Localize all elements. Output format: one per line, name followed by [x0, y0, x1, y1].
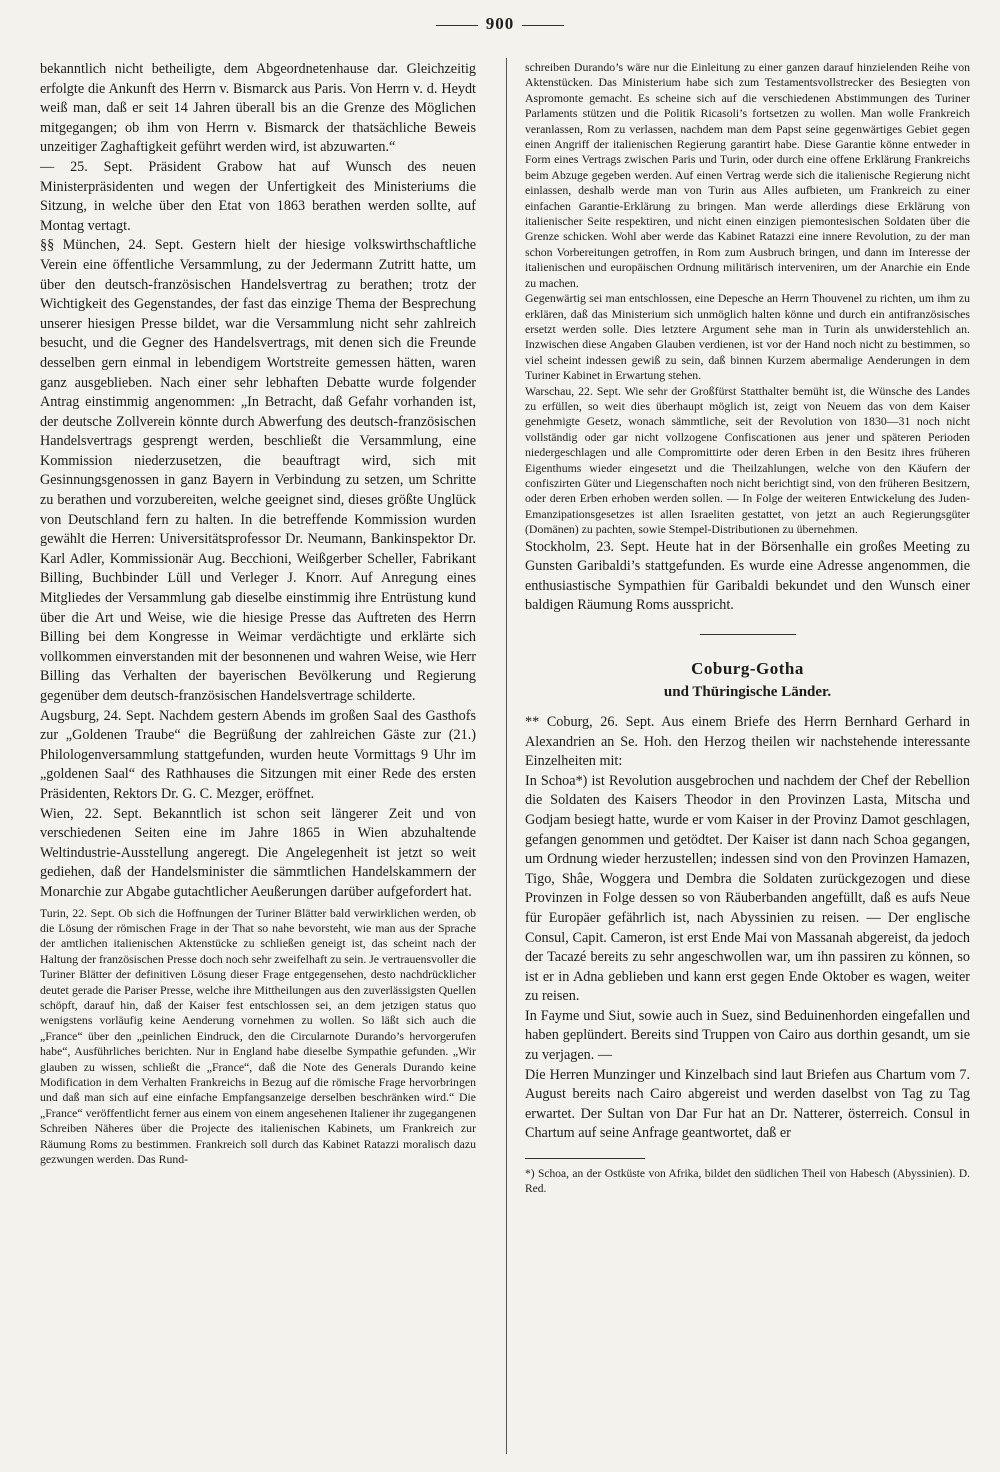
footnote-divider: [525, 1158, 645, 1159]
article-munich: §§ München, 24. Sept. Gestern hielt der hiesige volkswirthschaftliche Verein eine öffentliche Versammlung, zu der Jedermann Zutritt hatte, um über den deutsch-französischen Handelsvertrag zu berathen; trotz der Wichtigkeit des Gegenstandes, der fast das einzige Thema der Besprechung unserer hiesigen Presse bildet, war die Versammlung nicht sehr zahlreich besucht, und die Gegner des Handelsvertrags, mit denen sich die Freunde desselben gern einmal in lebendigem Wortstreite gemessen hätten, waren ganz ausgeblieben. Nach einer sehr lebhaften Debatte wurde folgender Antrag einstimmig angenommen: „In Betracht, daß Gefahr vorhanden ist, der deutsche Zollverein könnte durch Abwerfung des deutsch-französischen Handelsvertrags gesprengt werden, beschließt die Versammlung, eine Kommission niederzusetzen, die beauftragt wird, sich mit Gesinnungsgenossen in ganz Bayern in Verbindung zu setzen, um Schritte zu berathen und vorzubereiten, welche geeignet sind, dieses größte Unglück von Deutschland fern zu halten. In die betreffende Kommission wurden gewählt die Herren: Universitätsprofessor Dr. Neumann, Bankinspektor Dr. Karl Adler, Kommissionär Aug. Becchioni, Weißgerber Scheller, Fabrikant Billing, Buchbinder Lüll und Verleger J. Knorr. Auf Anregung eines Mitgliedes der Versammlung gab dieselbe einstimmig ihre Entrüstung kund über die Art und Weise, wie die hiesige Presse das Auftreten des Herrn Billing bei dem Kongresse in Weimar verdächtigte und erklärte sich vollkommen einverstanden mit der besonnenen und wahren Weise, wie Herr Billing das Verhalten der bayerischen Bevölkerung und Regierung gegenüber dem deutsch-französischen Handelsvertrage schilderte.: [40, 237, 476, 704]
section-title: Coburg-Gotha: [691, 658, 804, 678]
right-column: [525, 60, 970, 1456]
article-augsburg: Augsburg, 24. Sept. Nachdem gestern Abends im großen Saal des Gasthofs zur „Goldenen Traube“ die Begrüßung der zahlreichen Gäste zur (21.) Philologenversammlung stattgefunden, wurden heute Vormittags 9 Uhr im „goldenen Saal“ des Rathhauses die Sitzungen mit einer Rede des ersten Präsidenten, Rektors Dr. G. C. Mezger, eröffnet.: [40, 707, 476, 802]
article-paragraph: Die Herren Munzinger und Kinzelbach sind laut Briefen aus Chartum vom 7. August bereits nach Cairo abgereist und werden daselbst von Tag zu Tag erwartet. Der Sultan von Dar Fur hat an Dr. Natterer, österreich. Consul in Chartum auf seine Anfrage geantwortet, daß er: [525, 1066, 970, 1142]
footnote: *) Schoa, an der Ostküste von Afrika, bildet den südlichen Theil von Habesch (Abyssinien). D. Red.: [525, 1168, 970, 1196]
section-subtitle: und Thüringische Länder.: [663, 683, 832, 700]
article-turin: Turin, 22. Sept. Ob sich die Hoffnungen der Turiner Blätter bald verwirklichen werden, ob die Lösung der römischen Frage in der That so nahe bevorsteht, wie man aus der Sprache der amtlichen italienischen Aktenstücke zu schließen geneigt ist, das scheint nach der Haltung der französischen Presse doch noch sehr zweifelhaft zu sein. Je vertrauensvoller die Turiner Blätter der definitiven Lösung dieser Frage entgegensehen, desto nachdrücklicher deutet gerade die Pariser Presse, welche ihre Mittheilungen aus den zuverlässigsten Quellen schöpft, darauf hin, daß der Kaiser fest entschlossen sei, an dem jetzigen status quo wenigstens vorläufig keine Aenderung vornehmen zu wollen. So läßt sich auch die „France“ über den „peinlichen Eindruck, den die Circularnote Durando’s hervorgerufen habe“, Ausführliches berichten. Nur in England habe dieselbe Sympathie gefunden. „Wir glauben zu wissen, schließt die „France“, daß die Note des Generals Durando keine Modification in dem Verhalten Frankreichs in Bezug auf die römische Frage hervorbringen und daß man sich auf eine einfache Empfangsanzeige derselben beschränken wird.“ Die „France“ veröffentlicht ferner aus einem von einem angesehenen Italiener ihr zugegangenen Schreiben Näheres über die Projecte des italienischen Kabinets, um Frankreich zur Räumung Roms zu bestimmen. Frankreich soll durch das Kabinet Ratazzi moralisch dazu gezwungen werden. Das Rund-: [40, 905, 476, 1167]
article-vienna: Wien, 22. Sept. Bekanntlich ist schon seit längerer Zeit und von verschiedenen Seiten eine im Jahre 1865 in Wien abzuhaltende Weltindustrie-Ausstellung angeregt. Die Angelegenheit ist jetzt so weit gediehen, daß der Handelsminister die sämmtlichen Handelskammern der Monarchie zur Abgabe gutachtlicher Aeußerungen darüber aufgefordert hat.: [40, 805, 476, 900]
article-paragraph: Gegenwärtig sei man entschlossen, eine Depesche an Herrn Thouvenel zu richten, um ihm zu erklären, daß das Ministerium sich unmöglich halten könne und durch ein antifranzösisches ersetzt werden solle. Dies letztere Argument sehe man in Turin als unwiderstehlich an. Inzwischen diese Angaben Glauben verdienen, ist vor der Hand noch nicht zu bestimmen, so viel scheint indessen gewiß zu sein, daß binnen Kurzem abermalige Aenderungen in dem Turiner Kabinet in Erwartung stehen.: [525, 291, 970, 383]
article-paragraph: In Fayme und Siut, sowie auch in Suez, sind Beduinenhorden eingefallen und haben geplündert. Bereits sind Truppen von Cairo aus dorthin gesandt, um sie zu verjagen. —: [525, 1007, 970, 1064]
article-paragraph: — 25. Sept. Präsident Grabow hat auf Wunsch des neuen Ministerpräsidenten und wegen der Unfertigkeit des Ministeriums die Sitzung, in welche über den Etat von 1863 berathen werden sollte, auf Montag vertagt.: [40, 158, 476, 234]
article-paragraph: In Schoa*) ist Revolution ausgebrochen und nachdem der Chef der Rebellion die Soldaten des Kaisers Theodor in den Provinzen Lasta, Mitscha und Godjam besiegt hatte, wurde er vom Kaiser in der Provinz Damot geschlagen, gefangen genommen und getödtet. Der Kaiser ist dann nach Schoa gegangen, um Ordnung wieder herzustellen; indessen sind von den Provinzen Hamazen, Tigo, Shâe, Woggera und Dembra die Soldaten zurückgezogen und diese Provinzen in Folge dessen so von Räuberbanden angefüllt, daß es aufs Neue für Europäer gefährlich ist, nach Abyssinien zu reisen. — Der englische Consul, Capit. Cameron, ist erst Ende Mai von Massanah abgereist, da jedoch der Tacazé bereits zu sehr angeschwollen war, um ihn passiren zu können, so ist er in Adna geblieben und kann erst gegen Ende Oktober es wagen, weiter zu reisen.: [525, 772, 970, 1005]
page-number: 900: [0, 14, 1000, 34]
article-coburg: ** Coburg, 26. Sept. Aus einem Briefe des Herrn Bernhard Gerhard in Alexandrien an Se. Hoh. den Herzog theilen wir nachstehende interessante Einzelheiten mit:: [525, 713, 970, 770]
article-warsaw: Warschau, 22. Sept. Wie sehr der Großfürst Statthalter bemüht ist, die Wünsche des Landes zu erfüllen, so weit dies überhaupt möglich ist, zeigt von Neuem das von dem Kaiser genehmigte Gesetz, wonach sämmtliche, seit der Revolution von 1830—31 noch nicht vollständig oder gar nicht vollzogene Confiscationen aus jener und späteren Perioden niedergeschlagen und alle Compromittirte oder deren Erben in den Besitz ihres früheren Eigenthums wieder eingesetzt und die Theilzahlungen, welche von den Käufern der confiszirten Güter und Liegenschaften noch nicht berichtigt sind, von den früheren Besitzern, oder deren Erben erhoben werden sollen. — In Folge der weiteren Entwickelung des Juden-Emanzipationsgesetzes ist allen Israeliten gestattet, von jetzt an auch Regierungsgüter (Domänen) zu pachten, sowie Stempel-Distributionen zu übernehmen.: [525, 383, 970, 537]
article-turin-continued: schreiben Durando’s wäre nur die Einleitung zu einer ganzen darauf hinzielenden Reihe von Aktenstücken. Das Ministerium habe sich zum Testamentsvollstrecker des Besiegten von Aspromonte gemacht. Es scheine sich auf die verschiedenen Abstimmungen des Turiner Parlaments stützen und die Politik Ricasoli’s fortsetzen zu wollen. Man wolle Frankreich veranlassen, Rom zu verlassen, nachdem man dem Papst seine gegenwärtiges Gebiet gegen einen Angriff der italienischen Regierung garantirt habe. Diese Garantie könne entweder in Form eines Vertrags zwischen Paris und Turin, oder durch eine offene Erklärung Frankreichs beim Abzuge gegeben werden. Auf einen Vertrag werde sich die italienische Regierung nicht einlassen, deshalb werde man von Turin aus Alles aufbieten, um Frankreich zu einer einfachen Garantie-Erklärung zu bringen. Man werde allerdings diese Erklärung von italienischer Seite respektiren, und nicht einen einzigen piemontesischen Soldaten über die Grenze schicken. Wohl aber werde das Kabinet Ratazzi eine innere Revolution, zu der man schon Vorbereitungen getroffen, in Rom zum Ausbruch bringen, und dann im Interesse der italienischen und europäischen Ordnung militärisch interveniren, um der Anarchie ein Ende zu machen.: [525, 60, 970, 290]
article-paragraph: bekanntlich nicht betheiligte, dem Abgeordnetenhause dar. Gleichzeitig erfolgte die Ankunft des Herrn v. Bismarck aus Paris. Von Herrn v. d. Heydt weiß man, daß er seit 14 Jahren überall bis an die Grenze des Möglichen mitgegangen; ob ihm von Herrn v. Bismarck der thatsächliche Beweis unzeitiger Zaghaftigkeit geführt werden wird, ist abzuwarten.“: [40, 61, 476, 156]
section-divider: [700, 634, 796, 635]
column-divider: [506, 58, 507, 1454]
article-stockholm: Stockholm, 23. Sept. Heute hat in der Börsenhalle ein großes Meeting zu Gunsten Garibaldi’s stattgefunden. Es wurde eine Adresse angenommen, die enthusiastische Sympathien für Garibaldi bekundet und den Wunsch einer baldigen Räumung Roms ausspricht.: [525, 538, 970, 614]
left-column: [40, 60, 476, 1456]
